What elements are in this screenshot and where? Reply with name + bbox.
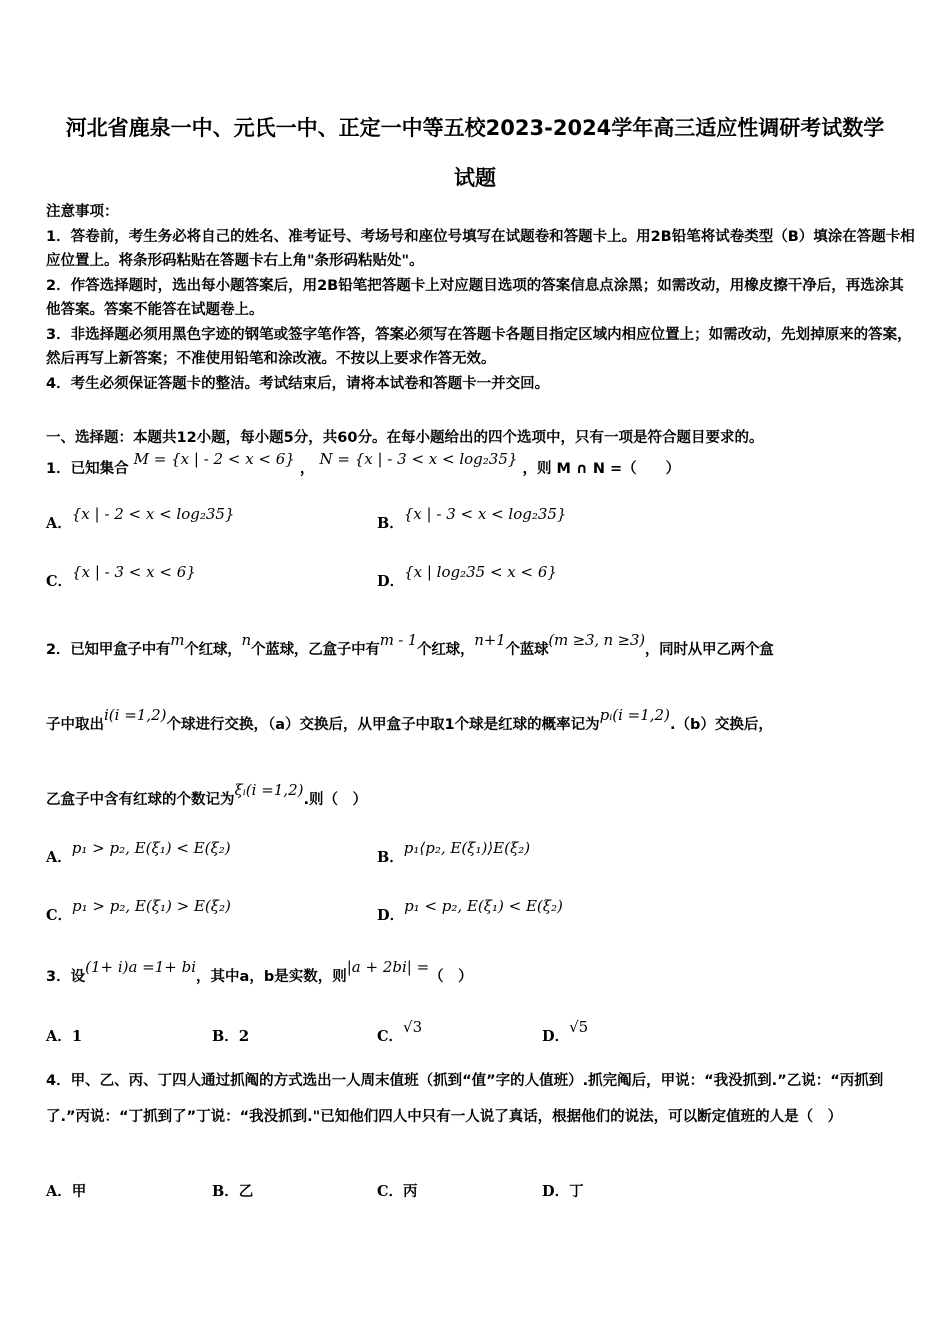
q2-text: 个蓝球，乙盒子中有 (251, 642, 380, 658)
q2-option-a[interactable] (46, 839, 231, 867)
q1-option-c[interactable] (46, 563, 196, 591)
q3-text: ，其中a，b是实数，则 (196, 969, 347, 985)
option-text: 2 (238, 1027, 250, 1045)
option-label: D． (542, 1183, 570, 1200)
option-label: C． (46, 573, 73, 590)
q3-text: （ ） (429, 969, 473, 985)
notice-item-2: 2．作答选择题时，选出每小题答案后，用2B铅笔把答题卡上对应题目选项的答案信息点涂黑；如需改动，用橡皮擦干净后，再选涂其他答案。答案不能答在试题卷上。 (46, 277, 904, 318)
question-2-line2 (46, 706, 773, 734)
option-text: √5 (569, 1018, 589, 1036)
q1-set-m: M = {x | - 2 < x < 6} (133, 450, 295, 468)
q2-text: ，同时从甲乙两个盒 (644, 642, 774, 658)
exam-title-line2: 试题 (454, 166, 496, 190)
q2-text: 个蓝球 (505, 642, 549, 658)
option-label: D． (377, 907, 405, 924)
q2-option-b[interactable] (377, 839, 531, 867)
q4-option-b[interactable] (212, 1180, 253, 1201)
question-4-stem: 4．甲、乙、丙、丁四人通过抓阄的方式选出一人周末值班（抓到“值”字的人值班）.抓完阄后，甲说：“我没抓到.”乙说：“丙抓到了.”丙说：“丁抓到了”丁说：“我没抓到."已知他们四人中只有一人说了真话，根据他们的说法，可以断定值班的人是（ ） (46, 1073, 884, 1125)
notice-item-1: 1．答卷前，考生务必将自己的姓名、准考证号、考场号和座位号填写在试题卷和答题卡上。用2B铅笔将试卷类型（B）填涂在答题卡相应位置上。将条形码粘贴在答题卡右上角"条形码粘贴处"。 (46, 228, 915, 269)
option-label: C． (377, 1028, 404, 1045)
option-text: 丙 (403, 1184, 418, 1200)
q2-math-pi: pᵢ(i =1,2) (599, 706, 670, 724)
option-label: B． (212, 1028, 239, 1045)
q2-text: 2．已知甲盒子中有 (46, 642, 171, 658)
q3-option-a[interactable] (46, 1025, 82, 1046)
question-1-stem (46, 450, 681, 478)
option-text: 1 (71, 1027, 83, 1045)
option-text: 丁 (569, 1184, 584, 1200)
q3-option-d[interactable] (542, 1018, 589, 1046)
option-text: 乙 (238, 1184, 254, 1200)
q2-math-m: m (170, 631, 185, 649)
option-text: p₁ > p₂, E(ξ₁) < E(ξ₂) (71, 839, 231, 857)
q1-sep: ， (299, 461, 315, 477)
option-label: D． (377, 573, 405, 590)
q2-math-n1: n+1 (474, 631, 506, 649)
q2-math-cond: (m ≥3, n ≥3) (548, 631, 645, 649)
exam-title-line1: 河北省鹿泉一中、元氏一中、正定一中等五校2023-2024学年高三适应性调研考试数学 (65, 116, 885, 140)
q4-option-c[interactable] (377, 1180, 418, 1201)
question-3-stem (46, 958, 473, 986)
notice-block (46, 200, 916, 396)
option-label: B． (377, 849, 404, 866)
notice-item-3: 3．非选择题必须用黑色字迹的钢笔或签字笔作答，答案必须写在答题卡各题目指定区域内相应位置上；如需改动，先划掉原来的答案，然后再写上新答案；不准使用铅笔和涂改液。不按以上要求作答无效。 (46, 326, 912, 367)
option-label: A． (46, 849, 72, 866)
option-label: A． (46, 515, 72, 532)
q2-text: 个球进行交换，（a）交换后，从甲盒子中取1个球是红球的概率记为 (166, 717, 600, 733)
option-text: p₁ > p₂, E(ξ₁) > E(ξ₂) (72, 897, 231, 915)
option-label: B． (377, 515, 404, 532)
q2-math-xi: ξᵢ(i =1,2) (234, 781, 304, 799)
q1-option-b[interactable] (377, 505, 567, 533)
option-text: 甲 (71, 1184, 87, 1200)
question-2-line3 (46, 781, 367, 809)
q2-text: 个红球， (417, 642, 475, 658)
q1-prefix: 1．已知集合 (46, 461, 129, 477)
q2-text: .则（ ） (303, 792, 367, 808)
option-label: C． (377, 1183, 404, 1200)
q3-text: 3．设 (46, 969, 86, 985)
option-label: B． (212, 1183, 239, 1200)
section-heading: 一、选择题：本题共12小题，每小题5分，共60分。在每小题给出的四个选项中，只有一项是符合题目要求的。 (46, 430, 764, 446)
option-text: √3 (403, 1018, 423, 1036)
q1-option-d[interactable] (377, 563, 557, 591)
option-label: D． (542, 1028, 570, 1045)
q2-text: 乙盒子中含有红球的个数记为 (46, 792, 235, 808)
q1-set-n: N = {x | - 3 < x < log₂35} (319, 450, 518, 468)
option-text: {x | - 3 < x < log₂35} (403, 505, 567, 523)
option-label: C． (46, 907, 73, 924)
q2-math-n: n (241, 631, 251, 649)
option-text: p₁ < p₂, E(ξ₁) < E(ξ₂) (404, 897, 563, 915)
q1-suffix: ，则 M ∩ N =（ ） (522, 461, 681, 477)
q4-option-d[interactable] (542, 1180, 584, 1201)
option-text: {x | log₂35 < x < 6} (404, 563, 557, 581)
option-text: {x | - 2 < x < log₂35} (71, 505, 235, 523)
option-label: A． (46, 1183, 72, 1200)
q3-option-c[interactable] (377, 1018, 423, 1046)
question-2-line1 (46, 631, 774, 659)
q3-option-b[interactable] (212, 1025, 249, 1046)
q2-text: .（b）交换后， (669, 717, 773, 733)
q2-text: 个红球， (184, 642, 242, 658)
q1-option-a[interactable] (46, 505, 235, 533)
q2-option-c[interactable] (46, 897, 231, 925)
q2-math-i: i(i =1,2) (104, 706, 167, 724)
option-text: {x | - 3 < x < 6} (72, 563, 196, 581)
q2-text: 子中取出 (46, 717, 104, 733)
option-label: A． (46, 1028, 72, 1045)
q3-math-abs: |a + 2bi| = (346, 958, 430, 976)
q3-math-eq: (1+ i)a =1+ bi (85, 958, 197, 976)
option-text: p₁⟨p₂, E(ξ₁)⟩E(ξ₂) (403, 839, 531, 857)
notice-heading: 注意事项： (46, 204, 119, 220)
q2-math-m1: m - 1 (379, 631, 418, 649)
q4-option-a[interactable] (46, 1180, 86, 1201)
notice-item-4: 4．考生必须保证答题卡的整洁。考试结束后，请将本试卷和答题卡一并交回。 (46, 375, 550, 392)
q2-option-d[interactable] (377, 897, 563, 925)
